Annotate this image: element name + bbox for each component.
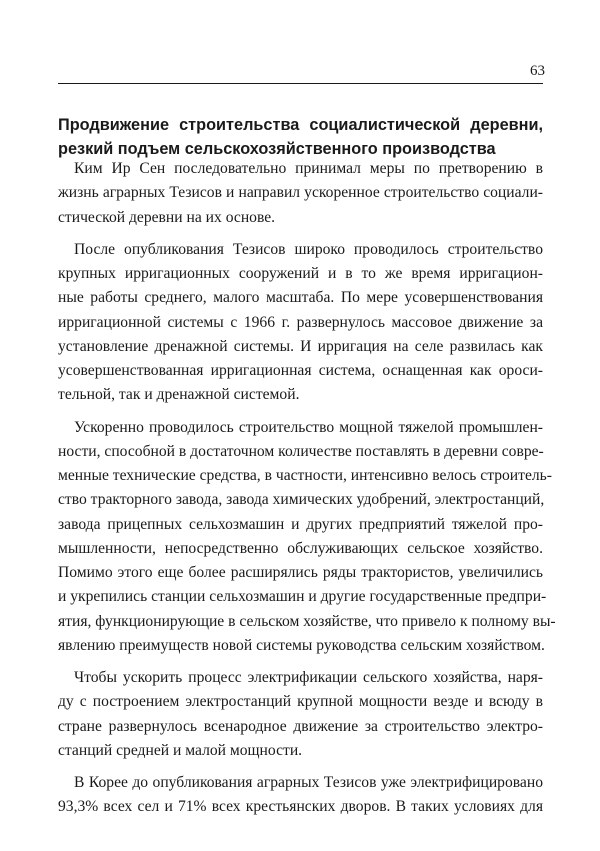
heading-line: Продвижение строительства социалистической деревни, — [58, 116, 543, 134]
text-line: станций средней и малой мощности. — [58, 741, 303, 759]
text-line: менные технические средства, в частности, интенсивно велось строитель- — [58, 467, 552, 484]
text-line: стране развернулось всенародное движение за строительство электро- — [58, 717, 543, 735]
text-line: усовершенствованная ирригационная система, оснащенная как ороси- — [58, 362, 543, 379]
text-line: установление дренажной системы. И ирригация на селе развилась как — [58, 337, 543, 355]
text-line: жизнь аграрных Тезисов и направил ускоренное строительство социали- — [58, 184, 543, 202]
paragraph — [58, 157, 543, 230]
text-line: и укрепились станции сельхозмашин и другие государственные предпри- — [58, 588, 547, 606]
text-line: явлению преимуществ новой системы руководства сельским хозяйством. — [58, 636, 545, 654]
text-line: мышленности, непосредственно обслуживающих сельское хозяйство. — [58, 539, 543, 557]
text-line: 93,3% всех сел и 71% всех крестьянских дворов. В таких условиях для — [58, 798, 543, 816]
text-line: завода прицепных сельхозмашин и других предприятий тяжелой про- — [58, 515, 543, 533]
paragraph — [58, 771, 543, 820]
text-line: Чтобы ускорить процесс электрификации сельского хозяйства, наря- — [74, 669, 543, 686]
text-line: тельной, так и дренажной системой. — [58, 386, 300, 404]
text-line: ности, способной в достаточном количестве поставлять в деревни совре- — [58, 442, 544, 460]
header-rule — [58, 83, 543, 84]
text-line: ятия, функционирующие в сельском хозяйстве, что привело к полному вы- — [58, 612, 556, 630]
text-line: Ким Ир Сен последовательно принимал меры по претворению в — [74, 160, 543, 177]
page-number: 63 — [530, 63, 545, 79]
heading-line: резкий подъем сельскохозяйственного производства — [58, 140, 496, 158]
body-text — [58, 157, 556, 820]
section-heading — [58, 113, 543, 161]
text-line: ду с построением электростанций крупной мощности везде и всюду в — [58, 693, 543, 711]
text-line: стической деревни на их основе. — [58, 208, 276, 226]
text-line: ные работы среднего, малого масштаба. По мере усовершенствования — [58, 289, 543, 307]
text-line: В Корее до опубликования аграрных Тезисов уже электрифицировано — [74, 774, 543, 791]
text-line: Помимо этого еще более расширялись ряды трактористов, увеличились — [58, 564, 543, 581]
text-line: После опубликования Тезисов широко проводилось строительство — [74, 240, 543, 258]
text-line: крупных ирригационных сооружений и в то же время ирригацион- — [58, 265, 543, 282]
paragraph — [58, 666, 543, 763]
text-line: ирригационной системы с 1966 г. развернулось массовое движение за — [58, 313, 543, 331]
text-line: Ускоренно проводилось строительство мощной тяжелой промышлен- — [74, 418, 543, 436]
text-line: ство тракторного завода, завода химических удобрений, электростанций, — [58, 491, 545, 509]
paragraph — [58, 238, 543, 408]
paragraph — [58, 416, 556, 659]
